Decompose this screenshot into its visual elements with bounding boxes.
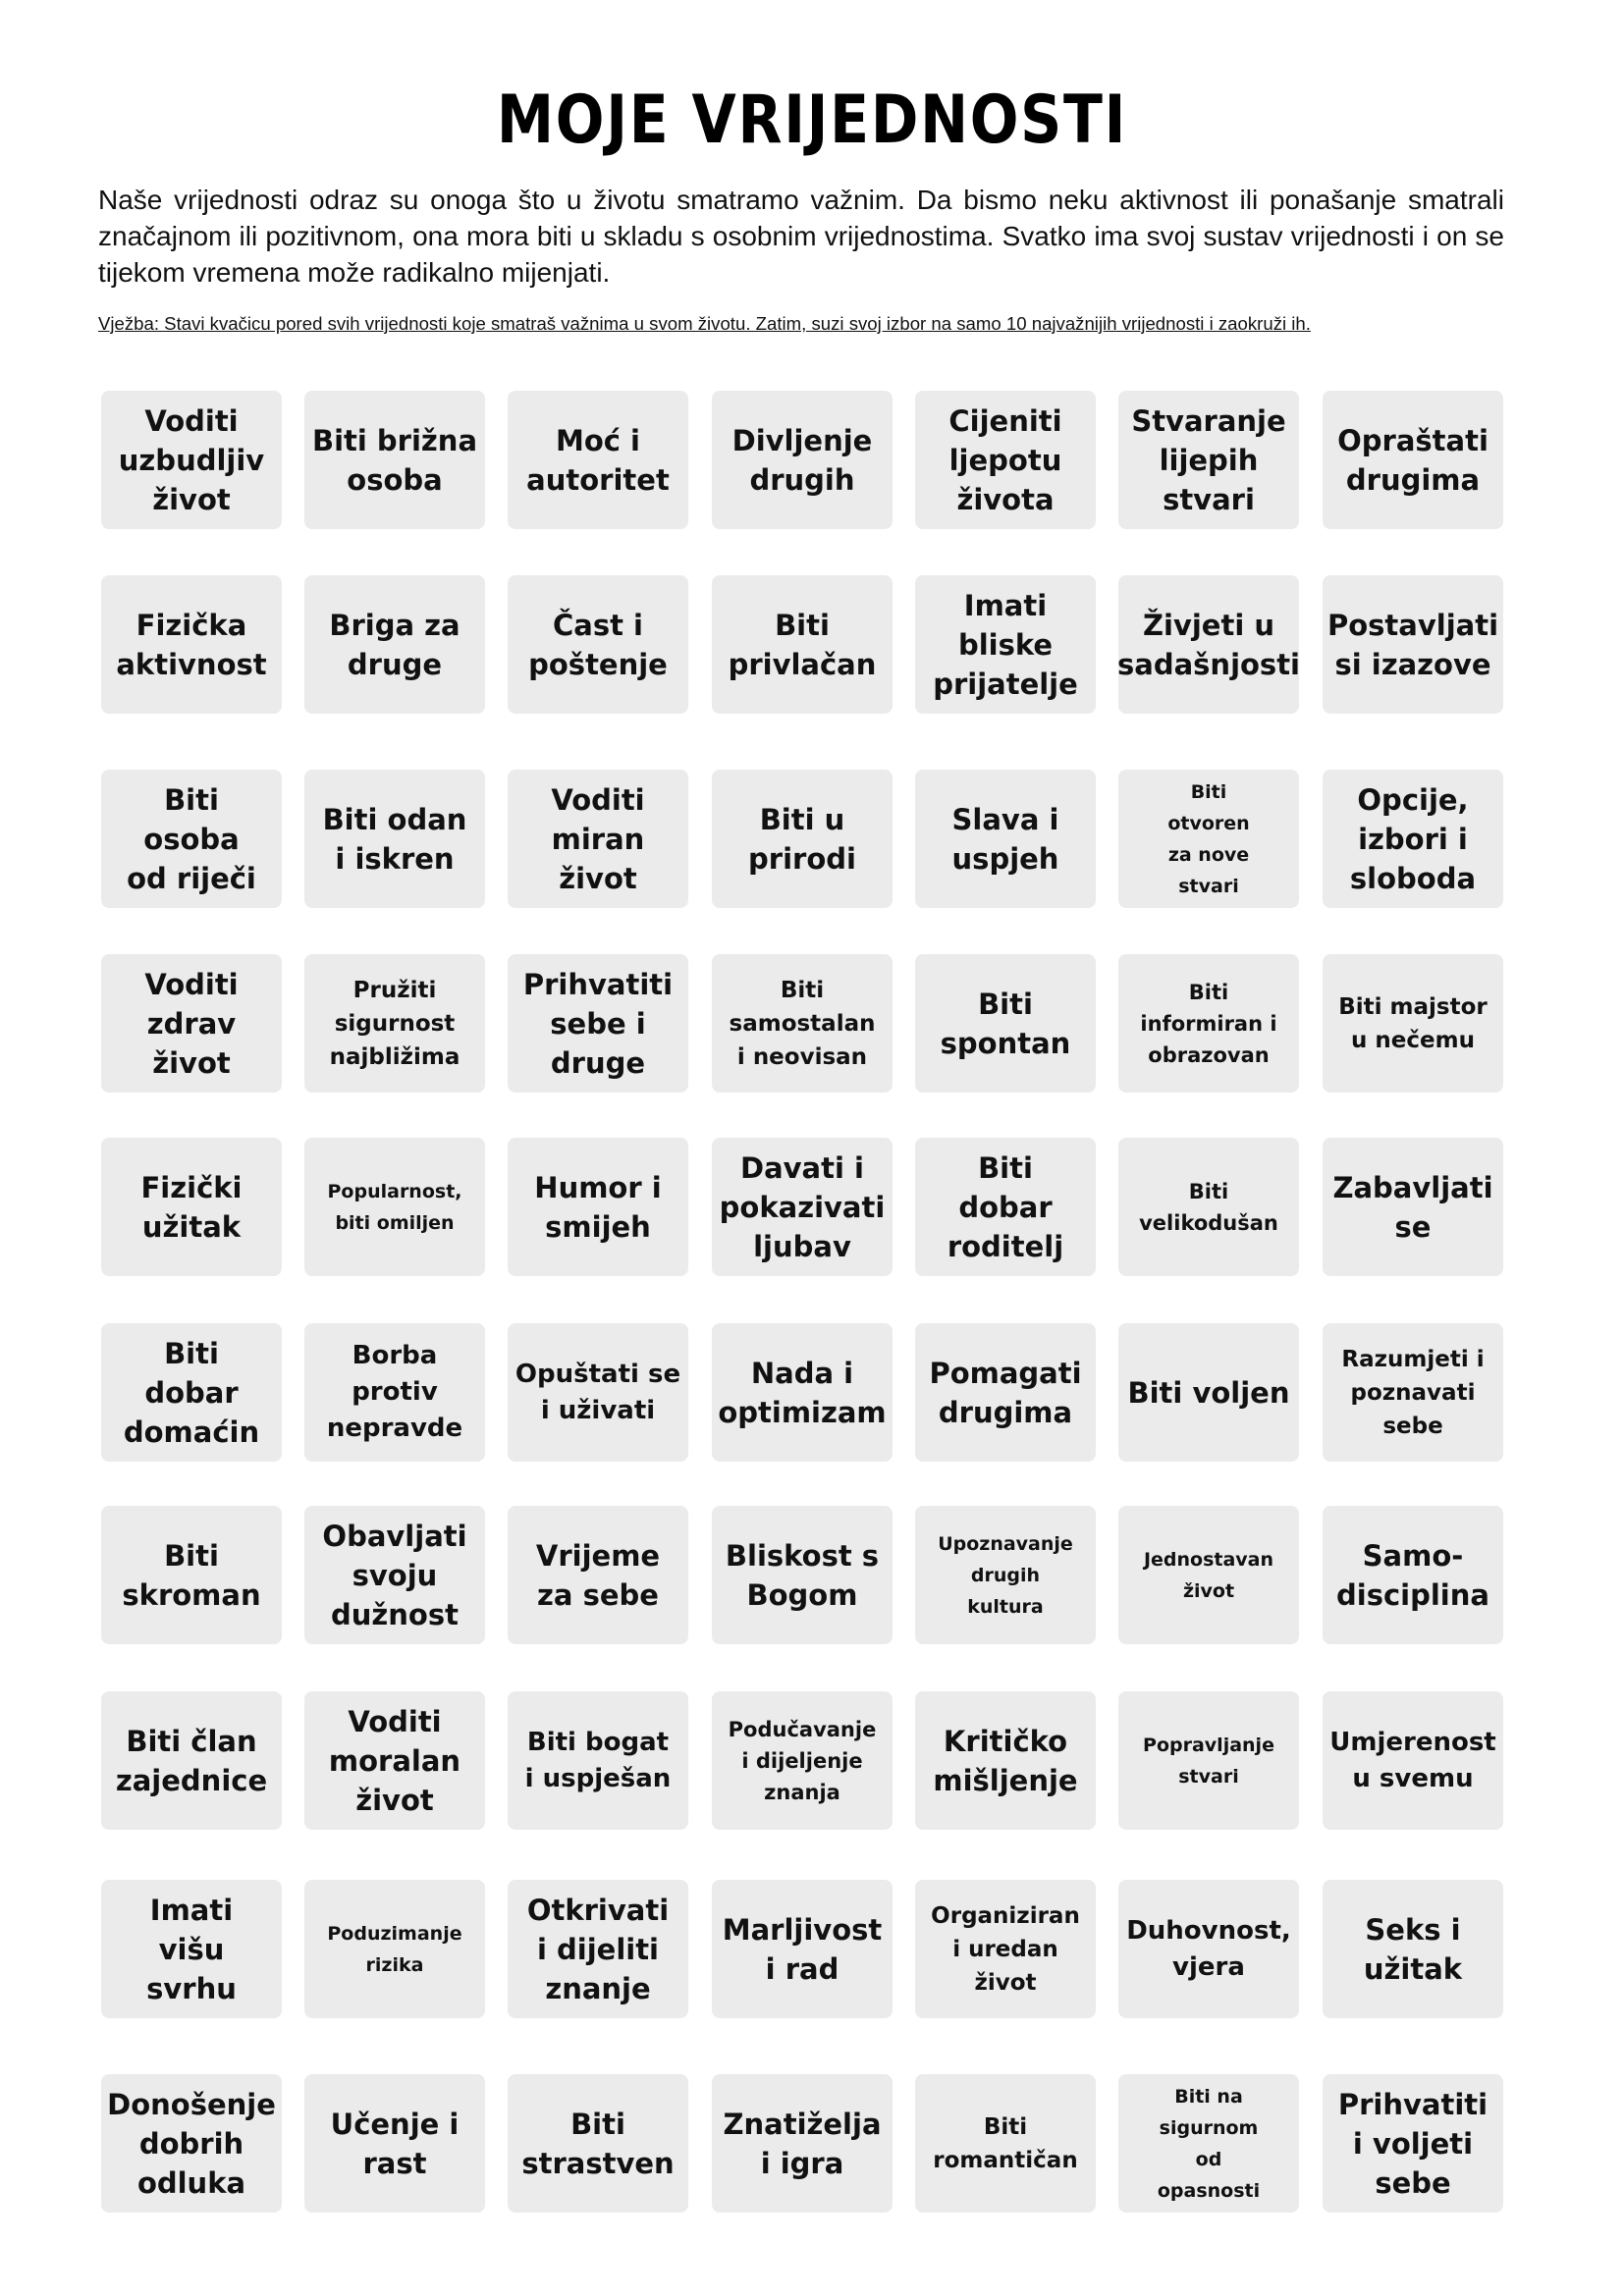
value-card[interactable] — [915, 1138, 1096, 1276]
value-card[interactable] — [712, 1506, 893, 1644]
value-label: Fizička aktivnost — [116, 608, 267, 681]
intro-paragraph: Naše vrijednosti odraz su onoga što u životu smatramo važnim. Da bismo neku aktivnost ili ponašanje smatrali značajnom ili pozitivnom, ona mora biti u skladu s osobnim vrijednostima. Svatko ima svoj sustav vrijednosti i on se tijekom vremena može radikalno mijenjati. — [98, 185, 1504, 288]
value-card[interactable] — [304, 1880, 485, 2018]
value-label: Biti samostalan i neovisan — [729, 977, 876, 1070]
value-label: Biti privlačan — [728, 608, 877, 681]
value-card[interactable] — [1323, 954, 1503, 1093]
value-card[interactable] — [712, 1138, 893, 1276]
value-label: Razumjeti i poznavati sebe — [1341, 1346, 1485, 1439]
value-label: Biti član zajednice — [115, 1724, 268, 1797]
value-card[interactable] — [1118, 1138, 1299, 1276]
value-card[interactable] — [508, 1691, 688, 1830]
value-card[interactable] — [712, 2074, 893, 2213]
value-label: Kritičko mišljenje — [933, 1724, 1078, 1797]
value-card[interactable] — [304, 1138, 485, 1276]
value-label: Biti strastven — [521, 2107, 675, 2180]
value-card[interactable] — [915, 1506, 1096, 1644]
value-label: Biti odan i iskren — [322, 802, 467, 876]
value-label: Upoznavanje drugih kultura — [938, 1532, 1073, 1618]
value-label: Marljivost i rad — [722, 1912, 883, 1986]
value-label: Humor i smijeh — [534, 1170, 662, 1244]
value-card[interactable] — [1118, 770, 1299, 908]
value-label: Biti skroman — [122, 1538, 261, 1612]
value-label: Biti osoba od riječi — [127, 782, 256, 895]
value-label: Fizički užitak — [140, 1170, 243, 1244]
value-card[interactable] — [508, 1138, 688, 1276]
value-label: Borba protiv nepravde — [326, 1341, 463, 1443]
value-card[interactable] — [1323, 770, 1503, 908]
value-label: Donošenje dobrih odluka — [107, 2087, 276, 2200]
value-card[interactable] — [101, 1691, 282, 1830]
value-card[interactable] — [1323, 2074, 1503, 2213]
value-label: Biti otvoren za nove stvari — [1167, 780, 1250, 897]
value-card[interactable] — [1323, 1880, 1503, 2018]
value-label: Biti velikodušan — [1139, 1179, 1278, 1235]
value-card[interactable] — [304, 1506, 485, 1644]
value-label: Biti romantičan — [933, 2113, 1078, 2173]
value-label: Slava i uspjeh — [951, 802, 1059, 876]
value-label: Opraštati drugima — [1337, 423, 1489, 497]
value-card[interactable] — [508, 770, 688, 908]
value-label: Biti u prirodi — [748, 802, 856, 876]
value-label: Samo- disciplina — [1336, 1538, 1489, 1612]
value-card[interactable] — [915, 2074, 1096, 2213]
value-card[interactable] — [304, 1323, 485, 1462]
value-card[interactable] — [508, 1880, 688, 2018]
value-card[interactable] — [304, 1691, 485, 1830]
value-card[interactable] — [1323, 1323, 1503, 1462]
value-label: Nada i optimizam — [718, 1356, 887, 1429]
value-label: Stvaranje lijepih stvari — [1131, 403, 1286, 516]
value-card[interactable] — [101, 1323, 282, 1462]
value-card[interactable] — [1323, 1138, 1503, 1276]
value-card[interactable] — [508, 2074, 688, 2213]
value-card[interactable] — [712, 770, 893, 908]
value-label: Biti bogat i uspješan — [524, 1727, 672, 1793]
value-card[interactable] — [915, 770, 1096, 908]
value-label: Davati i pokazivati ljubav — [719, 1150, 886, 1263]
value-label: Biti voljen — [1127, 1375, 1290, 1410]
value-label: Podučavanje i dijeljenje znanja — [728, 1717, 877, 1804]
value-label: Jednostavan život — [1143, 1548, 1274, 1602]
value-label: Biti informiran i obrazovan — [1140, 980, 1277, 1067]
value-label: Popravljanje stvari — [1143, 1734, 1274, 1788]
value-label: Voditi uzbudljiv život — [118, 403, 265, 516]
value-card[interactable] — [304, 2074, 485, 2213]
value-card[interactable] — [915, 391, 1096, 529]
value-label: Poduzimanje rizika — [327, 1922, 462, 1976]
value-label: Obavljati svoju dužnost — [322, 1519, 467, 1631]
value-card[interactable] — [1323, 391, 1503, 529]
value-card[interactable] — [101, 1138, 282, 1276]
value-card[interactable] — [101, 575, 282, 714]
value-label: Imati bliske prijatelje — [933, 588, 1078, 701]
value-label: Biti majstor u nečemu — [1338, 993, 1488, 1053]
value-card[interactable] — [1118, 954, 1299, 1093]
value-label: Briga za druge — [329, 608, 460, 681]
value-label: Opcije, izbori i sloboda — [1349, 782, 1477, 895]
page-title: MOJE VRIJEDNOSTI — [496, 81, 1128, 159]
value-label: Čast i poštenje — [528, 608, 668, 681]
value-label: Biti dobar roditelj — [947, 1150, 1064, 1263]
value-label: Duhovnost, vjera — [1126, 1915, 1291, 1982]
value-card[interactable] — [915, 1880, 1096, 2018]
value-label: Cijeniti ljepotu života — [948, 403, 1062, 516]
value-label: Pomagati drugima — [929, 1356, 1082, 1429]
value-card[interactable] — [712, 1880, 893, 2018]
value-label: Pružiti sigurnost najbližima — [329, 977, 460, 1070]
value-card[interactable] — [101, 2074, 282, 2213]
value-label: Postavljati si izazove — [1326, 608, 1499, 681]
value-label: Biti dobar domaćin — [123, 1336, 260, 1449]
value-card[interactable] — [101, 1880, 282, 2018]
value-card[interactable] — [1118, 1506, 1299, 1644]
value-label: Umjerenost u svemu — [1329, 1727, 1496, 1793]
value-card[interactable] — [1323, 575, 1503, 714]
value-label: Divljenje drugih — [731, 423, 873, 497]
value-label: Imati višu svrhu — [146, 1893, 237, 2005]
value-card[interactable] — [712, 954, 893, 1093]
value-label: Zabavljati se — [1332, 1170, 1493, 1244]
value-label: Opuštati se i uživati — [514, 1359, 681, 1425]
value-card[interactable] — [1118, 2074, 1299, 2213]
value-label: Biti brižna osoba — [311, 423, 478, 497]
value-card[interactable] — [508, 1323, 688, 1462]
value-label: Otkrivati i dijeliti znanje — [526, 1893, 670, 2005]
value-label: Učenje i rast — [330, 2107, 460, 2180]
value-card[interactable] — [304, 575, 485, 714]
value-label: Prihvatiti sebe i druge — [522, 967, 674, 1080]
value-card[interactable] — [712, 1323, 893, 1462]
value-card[interactable] — [915, 1323, 1096, 1462]
value-label: Moć i autoritet — [526, 423, 670, 497]
value-label: Voditi moralan život — [328, 1704, 461, 1817]
exercise-instruction: Vježba: Stavi kvačicu pored svih vrijednosti koje smatraš važnima u svom životu. Zatim, suzi svoj izbor na samo 10 najvažnijih vrijednosti i zaokruži ih. — [98, 313, 1311, 334]
value-label: Živjeti u sadašnjosti — [1117, 608, 1300, 681]
value-card[interactable] — [915, 954, 1096, 1093]
value-card[interactable] — [304, 954, 485, 1093]
value-card[interactable] — [101, 391, 282, 529]
value-card[interactable] — [1118, 1691, 1299, 1830]
value-card[interactable] — [508, 954, 688, 1093]
value-card[interactable] — [508, 391, 688, 529]
value-label: Voditi miran život — [551, 782, 645, 895]
value-label: Biti na sigurnom od opasnosti — [1157, 2085, 1261, 2202]
value-card[interactable] — [1118, 575, 1299, 714]
value-label: Znatiželja i igra — [723, 2107, 882, 2180]
value-card[interactable] — [712, 1691, 893, 1830]
value-card[interactable] — [101, 770, 282, 908]
value-card[interactable] — [1118, 1323, 1299, 1462]
value-card[interactable] — [304, 770, 485, 908]
value-card[interactable] — [712, 575, 893, 714]
value-label: Organiziran i uredan život — [931, 1902, 1080, 1996]
value-label: Biti spontan — [940, 987, 1071, 1060]
value-label: Bliskost s Bogom — [725, 1538, 880, 1612]
value-card[interactable] — [915, 1691, 1096, 1830]
value-card[interactable] — [1323, 1506, 1503, 1644]
value-card[interactable] — [915, 575, 1096, 714]
value-card[interactable] — [101, 954, 282, 1093]
value-card[interactable] — [1118, 391, 1299, 529]
value-card[interactable] — [1323, 1691, 1503, 1830]
value-label: Seks i užitak — [1363, 1912, 1463, 1986]
value-card[interactable] — [304, 391, 485, 529]
value-label: Prihvatiti i voljeti sebe — [1337, 2087, 1489, 2200]
value-card[interactable] — [101, 1506, 282, 1644]
value-card[interactable] — [712, 391, 893, 529]
value-card[interactable] — [508, 1506, 688, 1644]
value-card[interactable] — [508, 575, 688, 714]
value-label: Voditi zdrav život — [144, 967, 239, 1080]
value-label: Vrijeme za sebe — [535, 1538, 661, 1612]
value-card[interactable] — [1118, 1880, 1299, 2018]
value-label: Popularnost, biti omiljen — [327, 1180, 462, 1234]
